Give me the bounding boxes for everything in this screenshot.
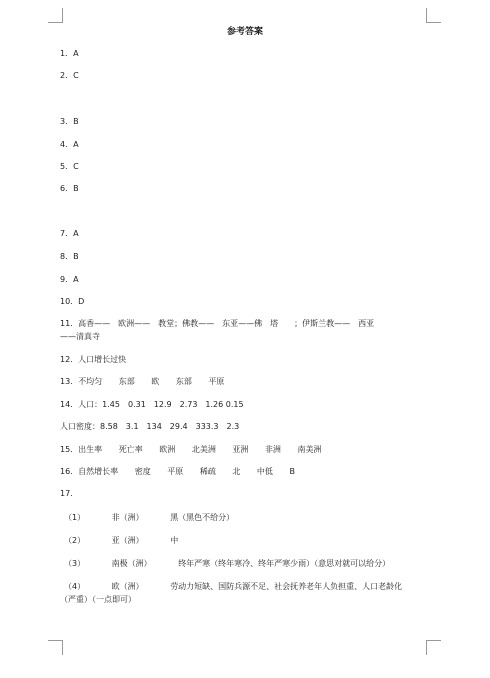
crop-mark-top-right	[426, 8, 441, 23]
answer-17-1: （1） 非（洲） 黑（黑色不给分）	[64, 513, 235, 522]
answer-10: 10．D	[60, 297, 85, 306]
answer-9: 9．A	[60, 275, 79, 284]
answer-12: 12．人口增长过快	[60, 355, 127, 364]
answer-2: 2．C	[60, 71, 79, 80]
answer-11-line1: 11．高香—— 欧洲—— 教堂；佛教—— 东亚——佛 塔 ；伊斯兰教—— 西亚	[60, 319, 375, 328]
crop-mark-top-left	[48, 8, 63, 23]
answer-1: 1．A	[60, 49, 79, 58]
answer-17-label: 17.	[60, 489, 73, 498]
answer-17-4-cont: （严重）（一点即可）	[60, 595, 136, 604]
answer-13: 13．不均匀 东部 欧 东部 平原	[60, 377, 225, 386]
answer-11-line2: ——清真寺	[60, 332, 100, 341]
answer-5: 5．C	[60, 162, 79, 171]
crop-mark-bottom-right	[426, 640, 441, 655]
answer-7: 7．A	[60, 229, 79, 238]
answer-6: 6．B	[60, 184, 79, 193]
page-title: 参考答案	[226, 27, 263, 37]
answer-14-density: 人口密度：8.58 3.1 134 29.4 333.3 2.3	[60, 422, 240, 431]
answer-17-2: （2） 亚（洲） 中	[64, 536, 179, 545]
answer-17-4: （4） 欧（洲） 劳动力短缺、国防兵源不足、社会抚养老年人负担重、人口老龄化	[64, 582, 403, 591]
answer-17-3: （3） 南极（洲） 终年严寒（终年寒冷、终年严寒少雨）（意思对就可以给分）	[64, 559, 391, 568]
answer-16: 16．自然增长率 密度 平原 稀疏 北 中低 B	[60, 467, 295, 476]
crop-mark-bottom-left	[48, 640, 63, 655]
answer-15: 15．出生率 死亡率 欧洲 北美洲 亚洲 非洲 南美洲	[60, 445, 322, 454]
answer-14-population: 14．人口：1.45 0.31 12.9 2.73 1.26 0.15	[60, 400, 244, 409]
answer-3: 3．B	[60, 117, 79, 126]
answer-4: 4．A	[60, 140, 79, 149]
answer-8: 8．B	[60, 252, 79, 261]
